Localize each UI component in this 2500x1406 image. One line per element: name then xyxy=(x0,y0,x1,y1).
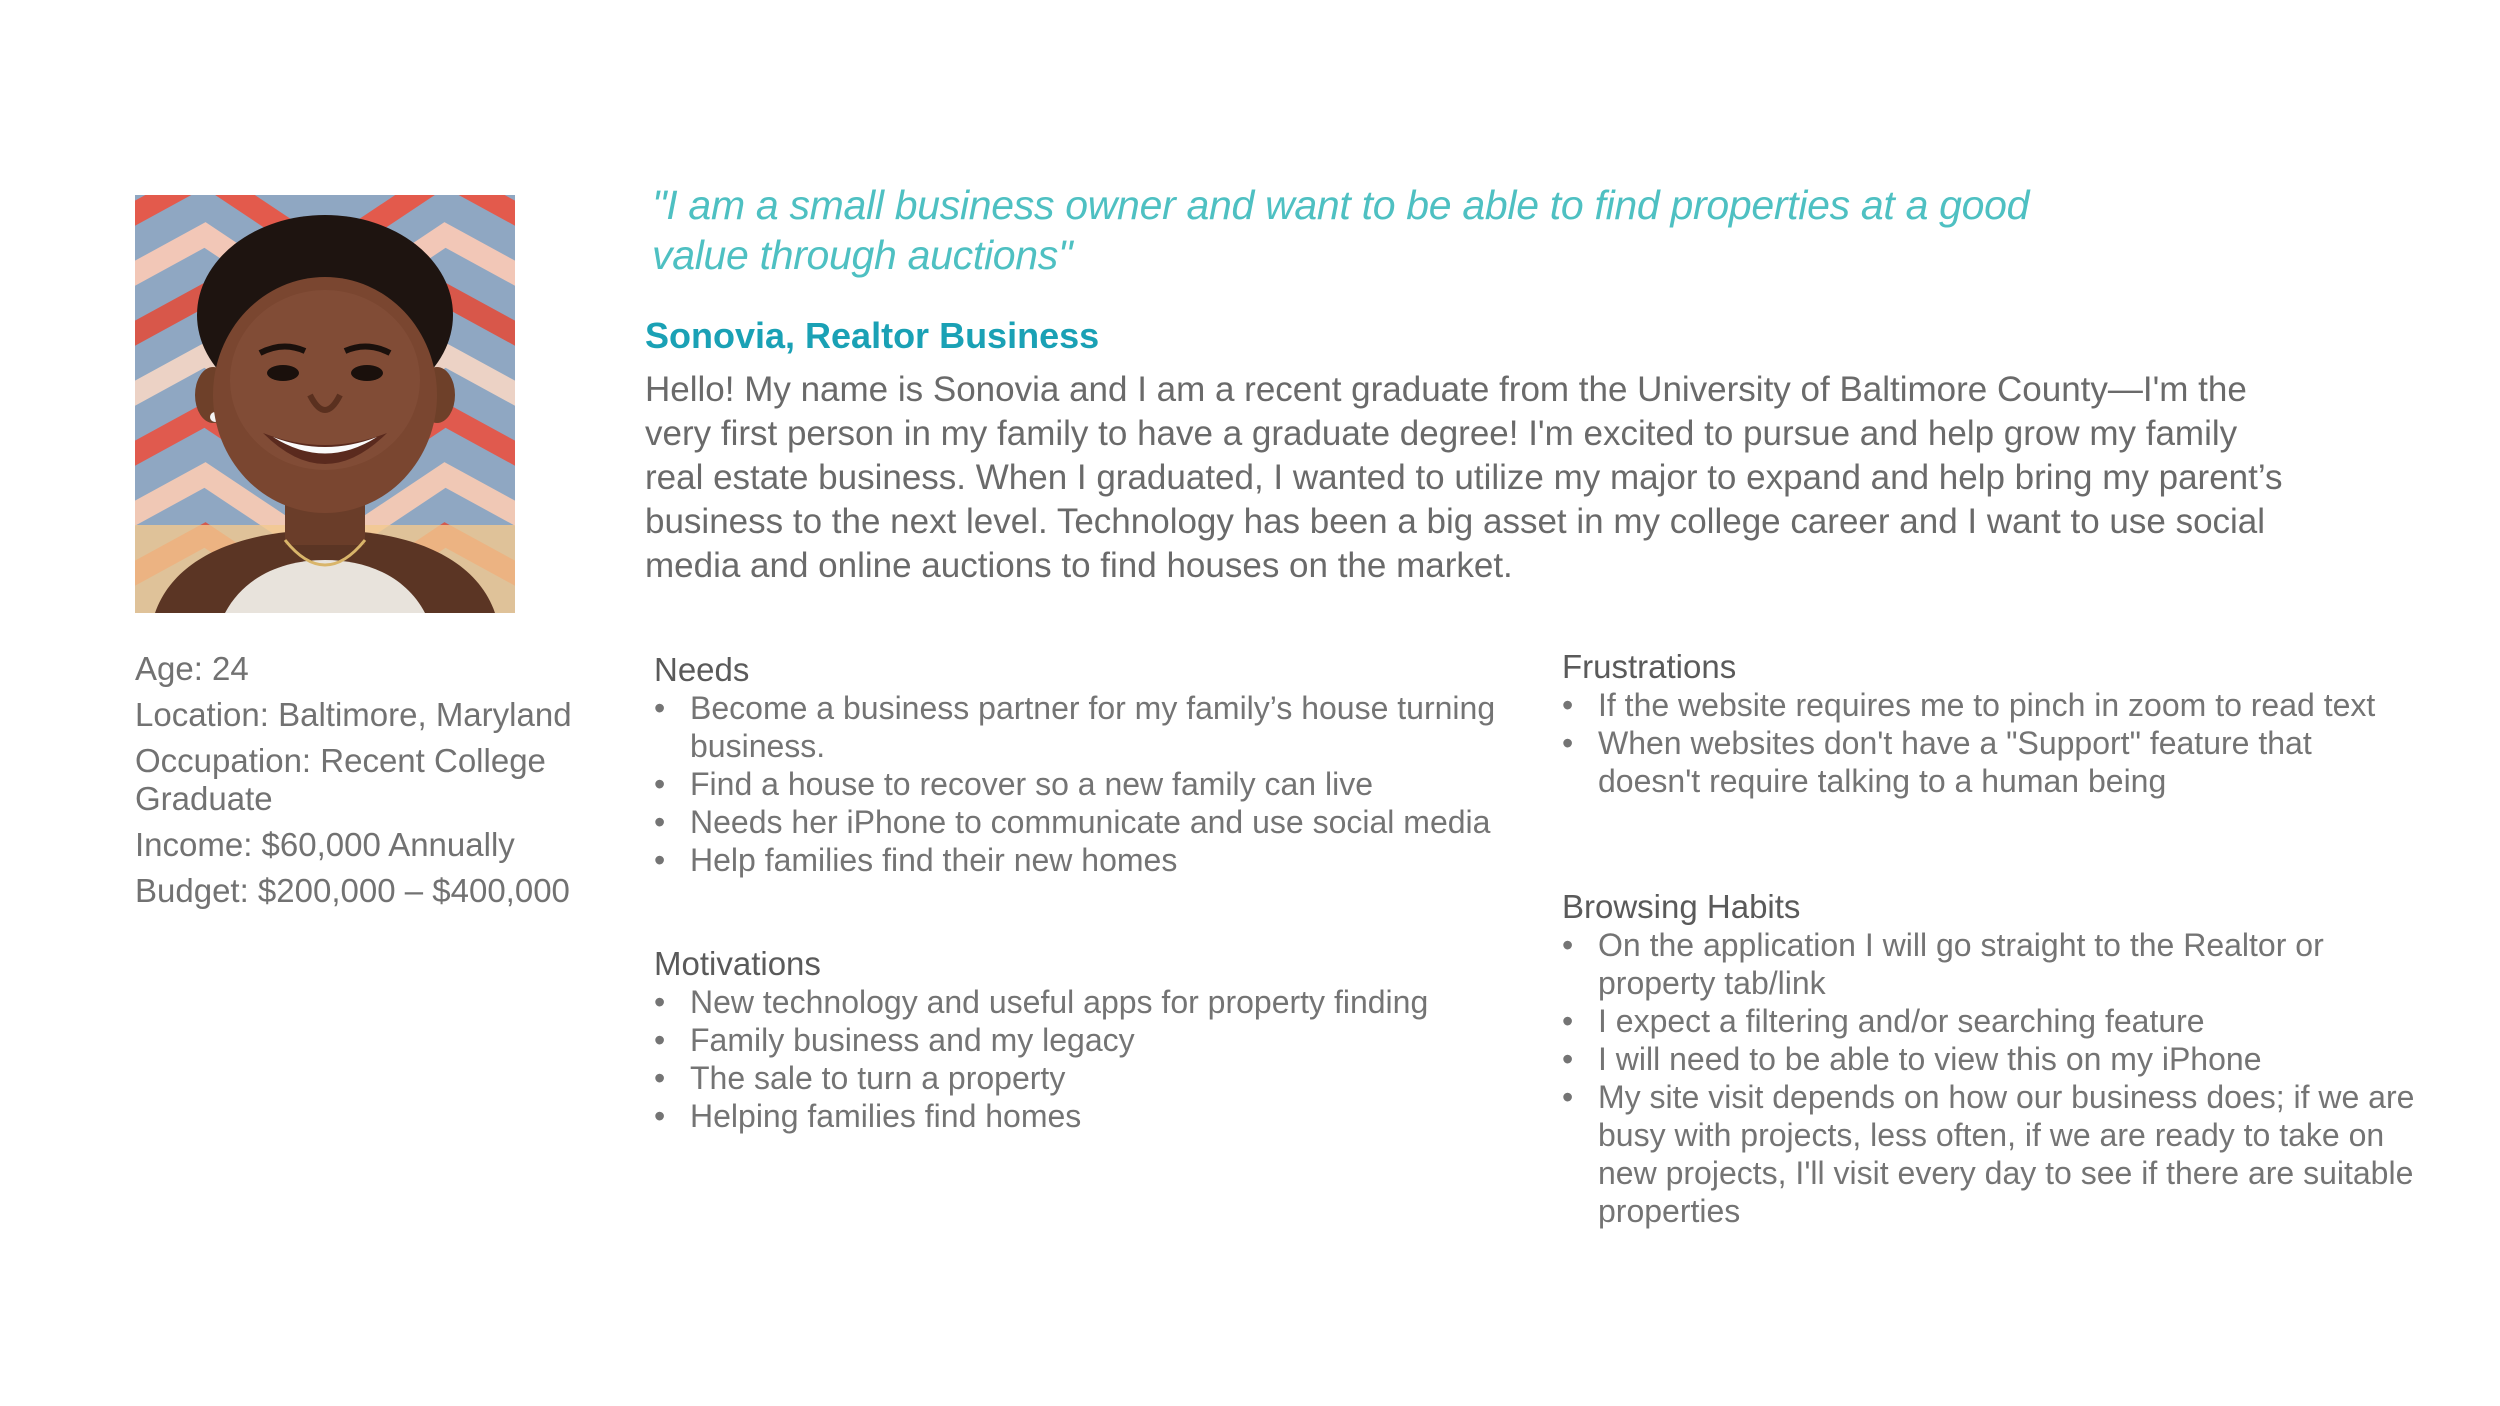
persona-quote: "I am a small business owner and want to be able to find properties at a good value through auctions" xyxy=(652,182,2030,278)
frustrations-heading: Frustrations xyxy=(1562,648,1737,685)
motivations-list xyxy=(654,983,1534,1135)
motivations-heading: Motivations xyxy=(654,945,821,982)
needs-section xyxy=(654,651,1534,879)
motivations-section xyxy=(654,945,1534,1135)
list-item: • Needs her iPhone to communicate and use social media xyxy=(654,803,1534,841)
location-text: Location: Baltimore, Maryland xyxy=(135,696,572,733)
income-text: Income: $60,000 Annually xyxy=(135,826,515,863)
list-item: • Family business and my legacy xyxy=(654,1021,1534,1059)
list-item: • Helping families find homes xyxy=(654,1097,1534,1135)
list-item: • I expect a filtering and/or searching feature xyxy=(1562,1002,2422,1040)
list-item: • Find a house to recover so a new family can live xyxy=(654,765,1534,803)
list-item: • New technology and useful apps for property finding xyxy=(654,983,1534,1021)
occupation-text: Occupation: Recent College Graduate xyxy=(135,742,546,817)
needs-heading: Needs xyxy=(654,651,750,688)
frustrations-list xyxy=(1562,686,2422,800)
list-item: • If the website requires me to pinch in zoom to read text xyxy=(1562,686,2422,724)
list-item: • On the application I will go straight to the Realtor or property tab/link xyxy=(1562,926,2422,1002)
frustrations-section xyxy=(1562,648,2422,800)
browsing-habits-section xyxy=(1562,888,2422,1230)
browsing-habits-heading: Browsing Habits xyxy=(1562,888,1801,925)
list-item: • I will need to be able to view this on my iPhone xyxy=(1562,1040,2422,1078)
persona-bio: Hello! My name is Sonovia and I am a recent graduate from the University of Baltimore County—I'm the very first person in my family to have a graduate degree! I'm excited to pursue and help grow my family real estate business. When I graduated, I wanted to utilize my major to expand and help bring my parent’s business to the next level. Technology has been a big asset in my college career and I want to use social media and online auctions to find houses on the market. xyxy=(645,370,2283,585)
list-item: • The sale to turn a property xyxy=(654,1059,1534,1097)
persona-facts xyxy=(135,650,575,918)
list-item: • My site visit depends on how our business does; if we are busy with projects, less often, if we are ready to take on new projects, I'll visit every day to see if there are suitable properties xyxy=(1562,1078,2422,1230)
list-item: • Help families find their new homes xyxy=(654,841,1534,879)
persona-name: Sonovia, Realtor Business xyxy=(645,315,1100,356)
list-item: • Become a business partner for my family’s house turning business. xyxy=(654,689,1534,765)
budget-text: Budget: $200,000 – $400,000 xyxy=(135,872,570,909)
browsing-habits-list xyxy=(1562,926,2422,1230)
age-text: Age: 24 xyxy=(135,650,249,687)
persona-photo xyxy=(135,195,515,613)
list-item: • When websites don't have a "Support" feature that doesn't require talking to a human being xyxy=(1562,724,2422,800)
needs-list xyxy=(654,689,1534,879)
